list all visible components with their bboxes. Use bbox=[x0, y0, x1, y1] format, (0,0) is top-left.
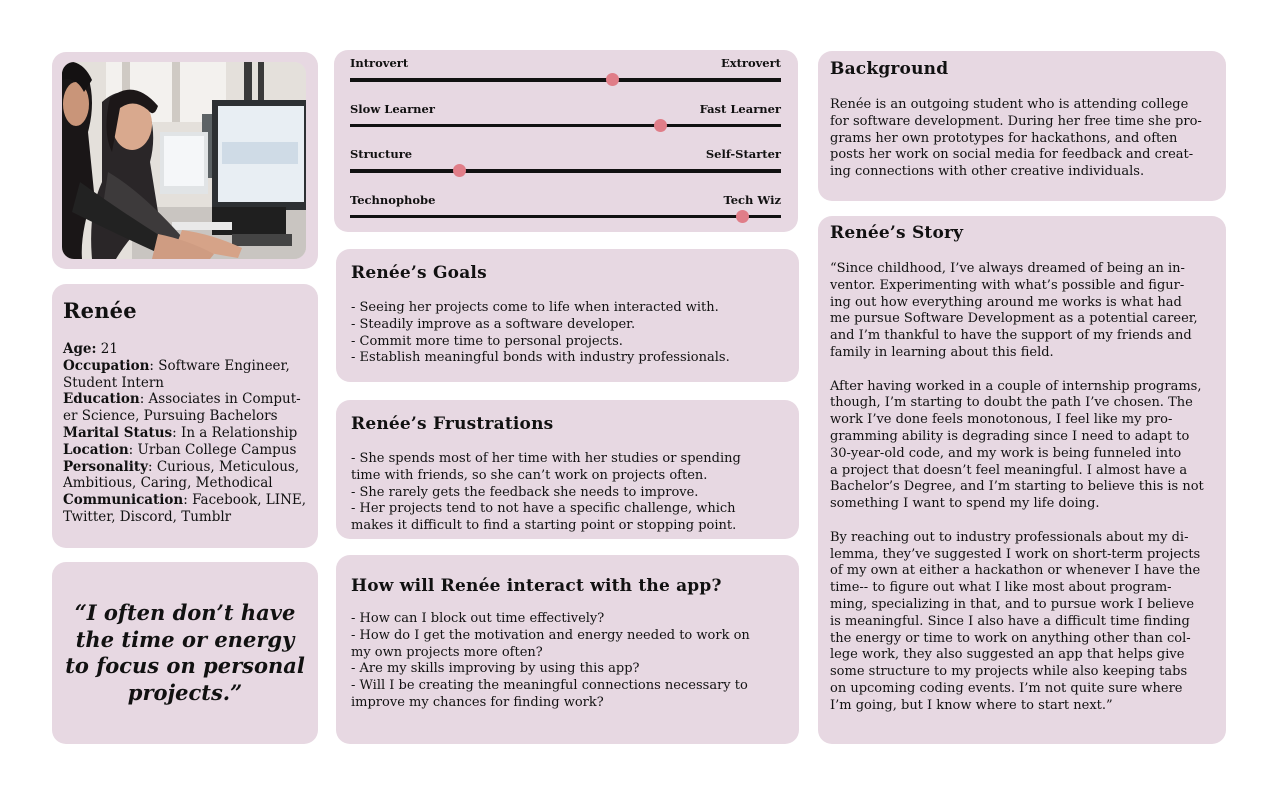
list-item: - She rarely gets the feedback she needs to improve. bbox=[351, 484, 699, 500]
goals-title: Renée’s Goals bbox=[351, 263, 487, 283]
profile-detail-label: Marital Status bbox=[63, 424, 173, 441]
profile-detail-label: Education bbox=[63, 391, 140, 408]
slider-right-label: Self-Starter bbox=[705, 147, 781, 161]
text-line: some structure to my projects while also keeping tabs bbox=[830, 664, 1188, 680]
profile-details bbox=[63, 341, 308, 526]
list-item: - Her projects tend to not have a specific challenge, which bbox=[351, 501, 736, 517]
slider-track bbox=[350, 169, 781, 173]
list-item: my own projects more often? bbox=[351, 644, 543, 660]
text-line: time-- to figure out what I like most about program- bbox=[830, 580, 1172, 596]
text-line: though, I’m starting to doubt the path I’ve chosen. The bbox=[830, 395, 1193, 411]
goals-card bbox=[336, 249, 799, 382]
profile-detail-line bbox=[63, 358, 308, 375]
persona-photo-card bbox=[52, 52, 318, 269]
story-text bbox=[830, 261, 1214, 715]
text-line: I’m going, but I know where to start next.” bbox=[830, 697, 1113, 713]
text-line: Renée is an outgoing student who is attending college bbox=[830, 97, 1189, 112]
persona-name: Renée bbox=[63, 298, 137, 323]
list-item: - Establish meaningful bonds with industry professionals. bbox=[351, 350, 730, 366]
text-line: the energy or time to work on anything other than col- bbox=[830, 630, 1191, 646]
profile-detail-value: : Urban College Campus bbox=[128, 441, 297, 458]
profile-detail-value: : Software Engineer, bbox=[149, 357, 290, 374]
list-item: - Seeing her projects come to life when interacted with. bbox=[351, 300, 719, 315]
profile-detail-line bbox=[63, 475, 308, 492]
profile-detail-value: Ambitious, Caring, Methodical bbox=[63, 475, 273, 492]
personality-sliders-card bbox=[334, 50, 798, 232]
background-title: Background bbox=[830, 59, 949, 79]
profile-detail-line bbox=[63, 492, 308, 509]
list-item: time with friends, so she can’t work on projects often. bbox=[351, 467, 708, 483]
text-line: for software development. During her free time she pro- bbox=[830, 113, 1202, 129]
text-line: After having worked in a couple of internship programs, bbox=[830, 378, 1202, 394]
list-item: improve my chances for finding work? bbox=[351, 694, 604, 710]
profile-detail-label: Occupation bbox=[63, 357, 150, 374]
text-line: a project that doesn’t feel meaningful. I almost have a bbox=[830, 462, 1188, 478]
quote-line: “I often don’t have bbox=[74, 600, 296, 625]
text-line: grams her own prototypes for hackathons, and often bbox=[830, 130, 1178, 146]
frustrations-list bbox=[351, 451, 784, 535]
background-card bbox=[818, 51, 1226, 201]
app-interaction-card bbox=[336, 555, 799, 744]
profile-detail-value: er Science, Pursuing Bachelors bbox=[63, 408, 278, 425]
profile-detail-line bbox=[63, 459, 308, 476]
profile-detail-line bbox=[63, 408, 308, 425]
list-item: makes it difficult to find a starting point or stopping point. bbox=[351, 518, 737, 534]
persona-photo bbox=[62, 62, 306, 259]
profile-detail-label: Personality bbox=[63, 458, 148, 475]
slider-right-label: Tech Wiz bbox=[723, 192, 781, 207]
slider-right-label: Fast Learner bbox=[699, 101, 781, 116]
frustrations-title: Renée’s Frustrations bbox=[351, 414, 554, 434]
text-line: 30-year-old code, and my work is being funneled into bbox=[830, 445, 1182, 461]
profile-detail-value: : In a Relationship bbox=[172, 424, 298, 441]
office-scene-illustration bbox=[62, 62, 306, 259]
profile-detail-value: : Facebook, LINE, bbox=[183, 492, 307, 509]
profile-card bbox=[52, 284, 318, 548]
text-line: ing connections with other creative individuals. bbox=[830, 164, 1145, 180]
quote-line: to focus on personal bbox=[65, 653, 305, 678]
slider-marker bbox=[736, 210, 749, 223]
slider-structure-self-starter bbox=[350, 147, 781, 193]
list-item: - Are my skills improving by using this app? bbox=[351, 661, 640, 677]
list-item: - How can I block out time effectively? bbox=[351, 611, 605, 626]
story-title: Renée’s Story bbox=[830, 223, 964, 243]
text-line: ing out how everything around me works is what had bbox=[830, 294, 1182, 310]
list-item: - Will I be creating the meaningful connections necessary to bbox=[351, 678, 748, 694]
slider-left-label: Introvert bbox=[350, 56, 409, 70]
list-item: - Commit more time to personal projects. bbox=[351, 333, 623, 349]
text-line: lege work, they also suggested an app that helps give bbox=[830, 647, 1185, 663]
profile-detail-label: Age: bbox=[63, 341, 97, 357]
slider-track bbox=[350, 215, 781, 219]
text-line: lemma, they’ve suggested I work on short-term projects bbox=[830, 546, 1201, 562]
text-line: on upcoming coding events. I’m not quite sure where bbox=[830, 680, 1183, 696]
text-line: gramming ability is degrading since I need to adapt to bbox=[830, 428, 1190, 444]
text-line: of my own at either a hackathon or whenever I have the bbox=[830, 563, 1201, 579]
slider-track bbox=[350, 78, 781, 82]
slider-left-label: Technophobe bbox=[350, 192, 436, 207]
text-line: Bachelor’s Degree, and I’m starting to believe this is not bbox=[830, 479, 1204, 495]
profile-detail-line bbox=[63, 391, 308, 408]
background-text bbox=[830, 97, 1214, 181]
profile-detail-line bbox=[63, 341, 308, 358]
text-line: “Since childhood, I’ve always dreamed of being an in- bbox=[830, 261, 1185, 276]
list-item: - Steadily improve as a software developer. bbox=[351, 316, 636, 332]
list-item: - She spends most of her time with her studies or spending bbox=[351, 451, 741, 466]
slider-marker bbox=[606, 73, 619, 86]
quote-line: projects.” bbox=[127, 679, 243, 705]
profile-detail-label: Communication bbox=[63, 492, 184, 509]
slider-marker bbox=[654, 119, 667, 132]
persona-quote bbox=[55, 600, 315, 706]
text-line: posts her work on social media for feedback and creat- bbox=[830, 147, 1194, 163]
app-questions-list bbox=[351, 611, 784, 712]
list-item: - How do I get the motivation and energy needed to work on bbox=[351, 627, 750, 643]
slider-slow-fast-learner bbox=[350, 102, 781, 148]
slider-left-label: Structure bbox=[350, 147, 413, 161]
text-line: ming, specializing in that, and to pursue work I believe bbox=[830, 596, 1195, 612]
text-line: is meaningful. Since I also have a difficult time finding bbox=[830, 613, 1190, 629]
slider-right-label: Extrovert bbox=[720, 56, 781, 70]
profile-detail-value: 21 bbox=[96, 341, 118, 357]
profile-detail-line bbox=[63, 375, 308, 392]
text-line: something I want to spend my life doing. bbox=[830, 496, 1100, 512]
slider-introvert-extrovert bbox=[350, 56, 781, 102]
text-line: me pursue Software Development as a potential career, bbox=[830, 311, 1198, 327]
slider-track bbox=[350, 124, 781, 128]
profile-detail-line bbox=[63, 425, 308, 442]
text-line: ventor. Experimenting with what’s possible and figur- bbox=[830, 277, 1185, 293]
profile-detail-line bbox=[63, 442, 308, 459]
profile-detail-line bbox=[63, 509, 308, 526]
profile-detail-value: : Curious, Meticulous, bbox=[148, 458, 300, 475]
slider-left-label: Slow Learner bbox=[350, 101, 435, 116]
app-interaction-title: How will Renée interact with the app? bbox=[351, 576, 722, 596]
text-line: work I’ve done feels monotonous, I feel like my pro- bbox=[830, 412, 1173, 428]
slider-marker bbox=[453, 164, 466, 177]
goals-list bbox=[351, 300, 784, 367]
profile-detail-label: Location bbox=[63, 441, 129, 458]
story-card bbox=[818, 216, 1226, 744]
text-line: family in learning about this field. bbox=[830, 344, 1054, 360]
profile-detail-value: : Associates in Comput- bbox=[139, 391, 301, 408]
profile-detail-value: Student Intern bbox=[63, 374, 164, 391]
slider-technophobe-tech-wiz bbox=[350, 193, 781, 239]
quote-line: the time or energy bbox=[75, 626, 295, 652]
profile-detail-value: Twitter, Discord, Tumblr bbox=[63, 508, 232, 525]
frustrations-card bbox=[336, 400, 799, 539]
quote-card bbox=[52, 562, 318, 744]
text-line: By reaching out to industry professionals about my di- bbox=[830, 529, 1189, 545]
text-line: and I’m thankful to have the support of my friends and bbox=[830, 328, 1192, 344]
